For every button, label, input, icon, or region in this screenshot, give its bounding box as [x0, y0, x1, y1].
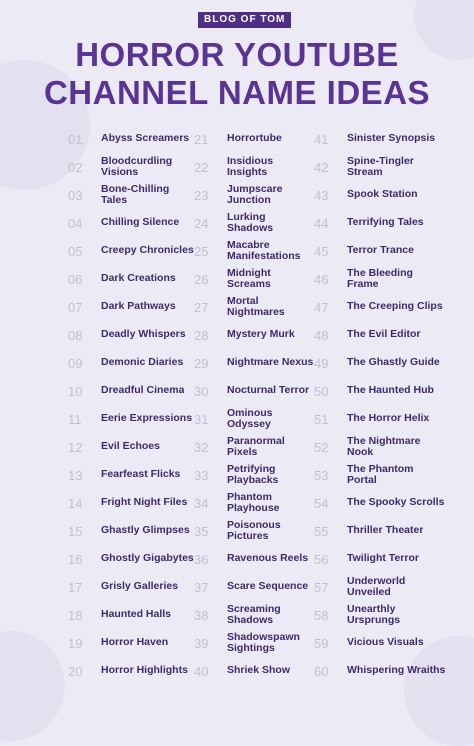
list-item — [68, 601, 194, 629]
item-name: Deadly Whispers — [101, 329, 186, 341]
item-name: Horrortube — [227, 133, 282, 145]
item-number: 31 — [194, 411, 209, 427]
item-number: 46 — [314, 271, 329, 287]
list-item — [194, 265, 314, 293]
item-name: Fright Night Files — [101, 497, 188, 509]
list-item — [194, 433, 314, 461]
item-name: Twilight Terror — [347, 553, 419, 565]
item-name: Scare Sequence — [227, 581, 309, 593]
item-name: The Nightmare Nook — [347, 435, 421, 458]
list-item — [194, 321, 314, 349]
item-number: 40 — [194, 663, 209, 679]
list-item — [314, 237, 446, 265]
item-number: 29 — [194, 355, 209, 371]
list-item — [68, 153, 194, 181]
item-name: Thriller Theater — [347, 525, 424, 537]
list-item — [68, 657, 194, 685]
list-item — [68, 321, 194, 349]
item-name: Screaming Shadows — [227, 603, 281, 626]
item-number: 19 — [68, 635, 83, 651]
item-name: Mortal Nightmares — [227, 295, 285, 318]
item-number: 30 — [194, 383, 209, 399]
item-name: Lurking Shadows — [227, 211, 274, 234]
list-item — [194, 125, 314, 153]
item-name: Bone-Chilling Tales — [101, 183, 170, 206]
item-number: 33 — [194, 467, 209, 483]
item-name: Insidious Insights — [227, 155, 274, 178]
item-name: Nightmare Nexus — [227, 357, 314, 369]
item-number: 58 — [314, 607, 329, 623]
item-number: 39 — [194, 635, 209, 651]
item-name: The Ghastly Guide — [347, 357, 440, 369]
list-item — [68, 489, 194, 517]
list-item — [314, 461, 446, 489]
item-number: 06 — [68, 271, 83, 287]
list-item — [68, 237, 194, 265]
list-item — [68, 125, 194, 153]
list-item — [68, 545, 194, 573]
item-name: Horror Highlights — [101, 665, 188, 677]
item-name: Grisly Galleries — [101, 581, 179, 593]
list-item — [194, 377, 314, 405]
item-name: Fearfeast Flicks — [101, 469, 181, 481]
item-name: The Phantom Portal — [347, 463, 414, 486]
list-item — [314, 489, 446, 517]
item-name: Jumpscare Junction — [227, 183, 283, 206]
list-item — [194, 601, 314, 629]
item-name: Shriek Show — [227, 665, 291, 677]
item-number: 44 — [314, 215, 329, 231]
item-number: 23 — [194, 187, 209, 203]
name-ideas-list — [68, 125, 468, 685]
list-item — [314, 265, 446, 293]
list-item — [314, 405, 446, 433]
item-name: Midnight Screams — [227, 267, 271, 290]
list-item — [194, 573, 314, 601]
item-number: 37 — [194, 579, 209, 595]
list-item — [314, 293, 446, 321]
list-item — [314, 153, 446, 181]
item-number: 45 — [314, 243, 329, 259]
list-item — [314, 433, 446, 461]
item-number: 36 — [194, 551, 209, 567]
list-item — [314, 545, 446, 573]
list-item — [194, 293, 314, 321]
item-number: 14 — [68, 495, 83, 511]
item-name: Spook Station — [347, 189, 418, 201]
item-number: 26 — [194, 271, 209, 287]
item-number: 52 — [314, 439, 329, 455]
item-name: Chilling Silence — [101, 217, 180, 229]
item-name: Creepy Chronicles — [101, 245, 194, 257]
item-number: 20 — [68, 663, 83, 679]
item-name: Abyss Screamers — [101, 133, 190, 145]
item-number: 32 — [194, 439, 209, 455]
list-item — [68, 573, 194, 601]
item-name: Spine-Tingler Stream — [347, 155, 414, 178]
item-name: The Haunted Hub — [347, 385, 434, 397]
list-item — [314, 657, 446, 685]
list-item — [314, 629, 446, 657]
list-item — [68, 461, 194, 489]
item-number: 05 — [68, 243, 83, 259]
item-number: 43 — [314, 187, 329, 203]
list-item — [194, 153, 314, 181]
item-name: Demonic Diaries — [101, 357, 184, 369]
item-name: Ominous Odyssey — [227, 407, 273, 430]
item-name: Dreadful Cinema — [101, 385, 185, 397]
item-number: 57 — [314, 579, 329, 595]
item-number: 27 — [194, 299, 209, 315]
item-name: Underworld Unveiled — [347, 575, 406, 598]
item-name: The Creeping Clips — [347, 301, 443, 313]
item-name: Phantom Playhouse — [227, 491, 280, 514]
item-number: 13 — [68, 467, 83, 483]
item-name: Petrifying Playbacks — [227, 463, 279, 486]
item-number: 34 — [194, 495, 209, 511]
item-name: Sinister Synopsis — [347, 133, 436, 145]
list-item — [194, 517, 314, 545]
decorative-circle-bottom-left — [0, 631, 65, 741]
item-number: 56 — [314, 551, 329, 567]
item-name: Unearthly Ursprungs — [347, 603, 401, 626]
item-number: 09 — [68, 355, 83, 371]
item-name: Whispering Wraiths — [347, 665, 446, 677]
list-item — [68, 405, 194, 433]
item-number: 18 — [68, 607, 83, 623]
item-name: Haunted Halls — [101, 609, 172, 621]
list-item — [68, 349, 194, 377]
item-number: 47 — [314, 299, 329, 315]
item-number: 35 — [194, 523, 209, 539]
item-number: 51 — [314, 411, 329, 427]
item-number: 24 — [194, 215, 209, 231]
item-number: 41 — [314, 131, 329, 147]
item-number: 11 — [68, 411, 82, 427]
item-number: 08 — [68, 327, 83, 343]
list-item — [314, 321, 446, 349]
item-number: 60 — [314, 663, 329, 679]
list-item — [194, 349, 314, 377]
item-number: 22 — [194, 159, 209, 175]
list-item — [194, 545, 314, 573]
item-name: Terror Trance — [347, 245, 414, 257]
item-number: 04 — [68, 215, 83, 231]
list-item — [68, 181, 194, 209]
list-item — [314, 573, 446, 601]
item-number: 10 — [68, 383, 83, 399]
item-name: Vicious Visuals — [347, 637, 424, 649]
item-number: 03 — [68, 187, 83, 203]
item-name: Eerie Expressions — [101, 413, 193, 425]
item-number: 12 — [68, 439, 83, 455]
item-name: Terrifying Tales — [347, 217, 424, 229]
item-name: Paranormal Pixels — [227, 435, 285, 458]
item-number: 48 — [314, 327, 329, 343]
item-number: 16 — [68, 551, 83, 567]
item-name: Evil Echoes — [101, 441, 160, 453]
item-number: 55 — [314, 523, 329, 539]
item-number: 17 — [68, 579, 83, 595]
list-item — [194, 237, 314, 265]
list-item — [68, 265, 194, 293]
item-number: 53 — [314, 467, 329, 483]
item-number: 21 — [194, 131, 209, 147]
item-name: Shadowspawn Sightings — [227, 631, 300, 654]
list-item — [194, 629, 314, 657]
item-name: Dark Pathways — [101, 301, 176, 313]
list-item — [68, 377, 194, 405]
title-line-2: CHANNEL NAME IDEAS — [43, 74, 431, 111]
item-name: Nocturnal Terror — [227, 385, 310, 397]
item-number: 38 — [194, 607, 209, 623]
list-item — [314, 517, 446, 545]
item-name: Ghostly Gigabytes — [101, 553, 194, 565]
item-name: The Spooky Scrolls — [347, 497, 445, 509]
item-name: Macabre Manifestations — [227, 239, 301, 262]
item-number: 59 — [314, 635, 329, 651]
list-item — [68, 293, 194, 321]
list-item — [194, 489, 314, 517]
item-name: Mystery Murk — [227, 329, 295, 341]
title-line-1: HORROR YOUTUBE — [75, 36, 399, 73]
item-number: 02 — [68, 159, 83, 175]
list-item — [194, 181, 314, 209]
item-number: 28 — [194, 327, 209, 343]
item-number: 42 — [314, 159, 329, 175]
item-name: Poisonous Pictures — [227, 519, 281, 542]
item-number: 54 — [314, 495, 329, 511]
item-number: 01 — [68, 131, 83, 147]
list-item — [68, 433, 194, 461]
brand-badge: BLOG OF TOM — [198, 12, 291, 28]
item-name: Bloodcurdling Visions — [101, 155, 173, 178]
item-name: Dark Creations — [101, 273, 176, 285]
item-number: 07 — [68, 299, 83, 315]
list-item — [68, 629, 194, 657]
item-number: 49 — [314, 355, 329, 371]
list-item — [314, 601, 446, 629]
item-number: 15 — [68, 523, 83, 539]
list-item — [68, 209, 194, 237]
page-title — [0, 36, 474, 112]
list-item — [194, 209, 314, 237]
list-item — [314, 349, 446, 377]
item-number: 25 — [194, 243, 209, 259]
item-number: 50 — [314, 383, 329, 399]
item-name: Ghastly Glimpses — [101, 525, 190, 537]
item-name: Ravenous Reels — [227, 553, 309, 565]
item-name: The Evil Editor — [347, 329, 421, 341]
list-item — [194, 461, 314, 489]
item-name: Horror Haven — [101, 637, 169, 649]
list-item — [68, 517, 194, 545]
list-item — [314, 377, 446, 405]
list-item — [314, 125, 446, 153]
list-item — [314, 181, 446, 209]
list-item — [314, 209, 446, 237]
item-name: The Horror Helix — [347, 413, 430, 425]
list-item — [194, 405, 314, 433]
list-item — [194, 657, 314, 685]
item-name: The Bleeding Frame — [347, 267, 413, 290]
